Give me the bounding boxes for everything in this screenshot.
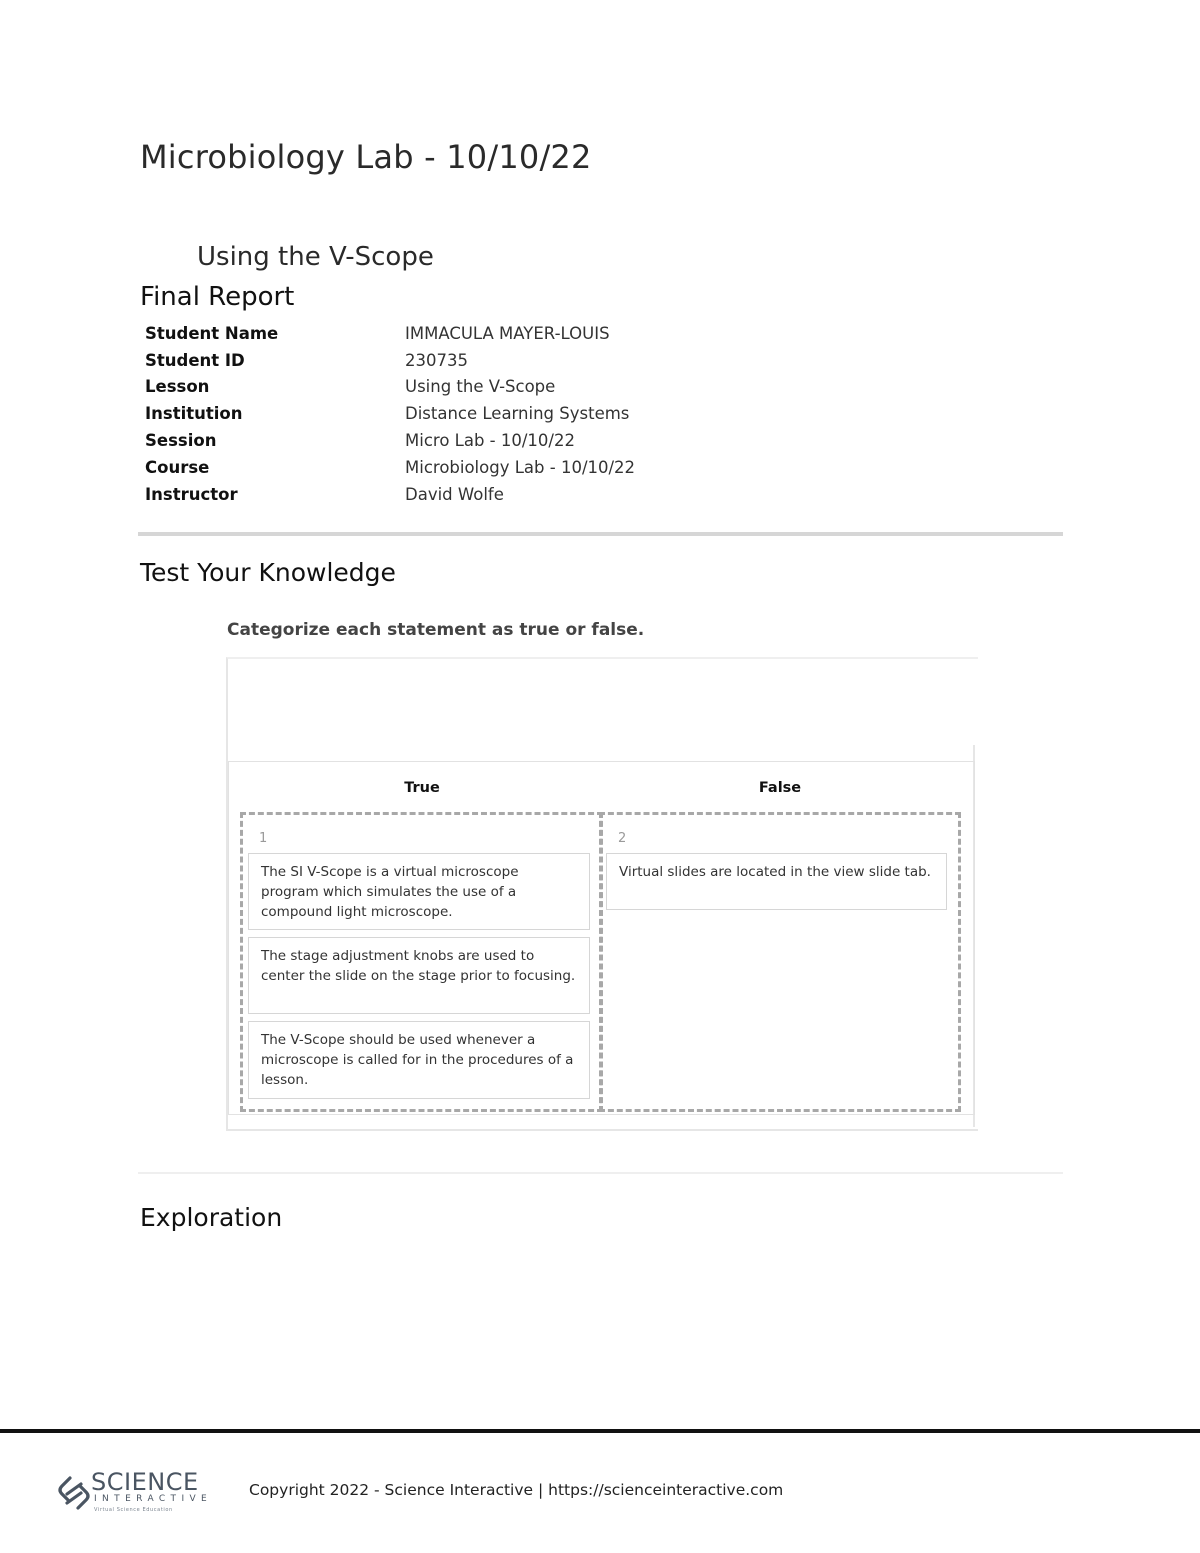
course-title: Microbiology Lab - 10/10/22 bbox=[140, 138, 592, 176]
section-divider bbox=[138, 532, 1063, 536]
info-value: Microbiology Lab - 10/10/22 bbox=[405, 457, 636, 477]
statement-card[interactable]: The stage adjustment knobs are used to center the slide on the stage prior to focusing. bbox=[248, 937, 590, 1014]
column-heading-true: True bbox=[404, 780, 440, 796]
section-title-knowledge: Test Your Knowledge bbox=[140, 558, 396, 587]
info-value: IMMACULA MAYER-LOUIS bbox=[405, 323, 610, 343]
question-instructions: Categorize each statement as true or false. bbox=[227, 620, 645, 640]
student-info-table bbox=[145, 320, 635, 508]
zone-number: 2 bbox=[618, 831, 627, 846]
info-row bbox=[145, 481, 635, 508]
statement-card[interactable]: The V-Scope should be used whenever a microscope is called for in the procedures of a lesson. bbox=[248, 1021, 590, 1099]
statement-card[interactable]: The SI V-Scope is a virtual microscope program which simulates the use of a compound light microscope. bbox=[248, 853, 590, 930]
column-heading-false: False bbox=[758, 780, 802, 796]
logo-subtitle: INTERACTIVE bbox=[94, 1494, 213, 1504]
lesson-title: Using the V-Scope bbox=[197, 242, 434, 272]
info-label: Lesson bbox=[145, 377, 210, 397]
info-value: David Wolfe bbox=[405, 484, 504, 504]
statement-card[interactable]: Virtual slides are located in the view slide tab. bbox=[606, 853, 947, 910]
info-label: Instructor bbox=[145, 484, 238, 504]
info-row bbox=[145, 347, 635, 374]
logo-wordmark: SCIENCE bbox=[91, 1468, 199, 1496]
info-value: Distance Learning Systems bbox=[405, 404, 630, 424]
footer-copyright: Copyright 2022 - Science Interactive | https://scienceinteractive.com bbox=[249, 1481, 784, 1499]
info-row bbox=[145, 320, 635, 347]
logo-tagline: Virtual Science Education bbox=[94, 1507, 173, 1513]
info-value: Micro Lab - 10/10/22 bbox=[405, 431, 575, 451]
info-label: Student Name bbox=[145, 323, 279, 343]
info-value: Using the V-Scope bbox=[405, 377, 556, 397]
info-label: Course bbox=[145, 457, 210, 477]
info-label: Student ID bbox=[145, 350, 245, 370]
section-title-exploration: Exploration bbox=[140, 1203, 283, 1232]
info-row bbox=[145, 427, 635, 454]
info-row bbox=[145, 374, 635, 401]
footer-rule bbox=[0, 1429, 1200, 1433]
info-row bbox=[145, 454, 635, 481]
zone-number: 1 bbox=[259, 831, 268, 846]
info-value: 230735 bbox=[405, 350, 468, 370]
info-row bbox=[145, 400, 635, 427]
info-label: Institution bbox=[145, 404, 243, 424]
report-title: Final Report bbox=[140, 282, 295, 312]
info-label: Session bbox=[145, 431, 217, 451]
section-divider bbox=[138, 1172, 1063, 1174]
